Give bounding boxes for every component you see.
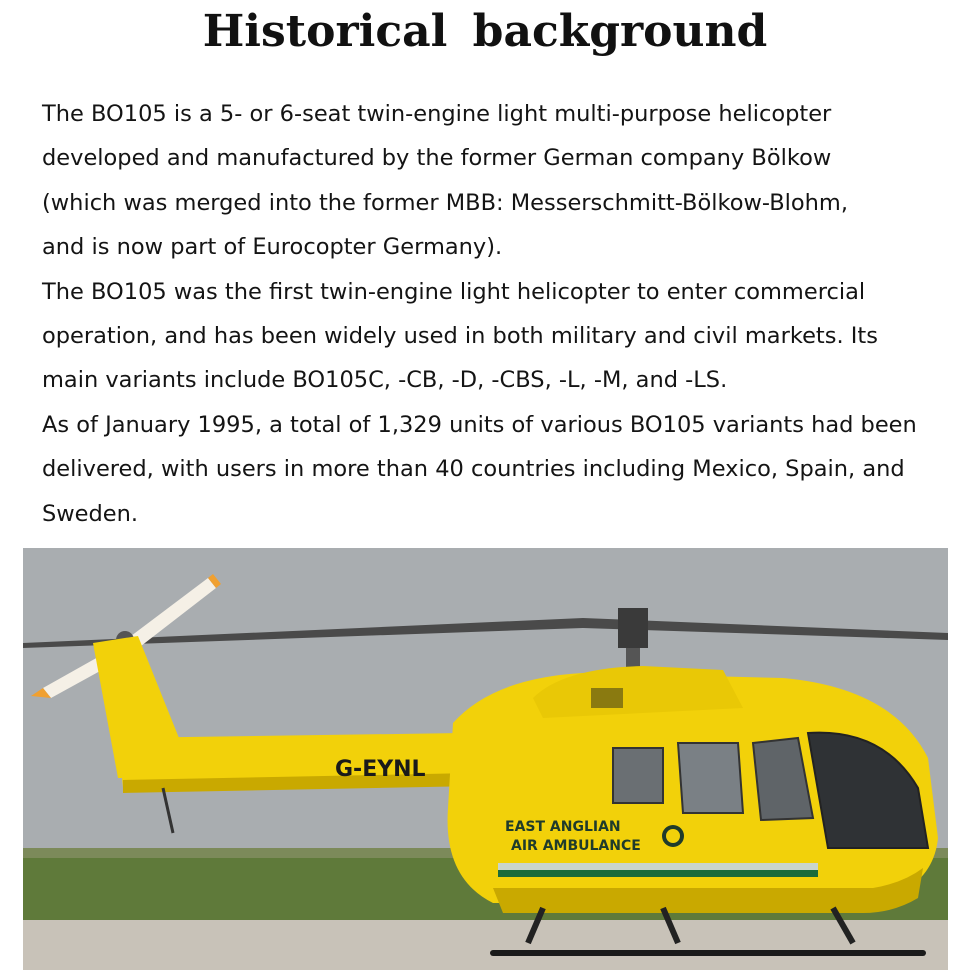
text-line: developed and manufactured by the former German company Bölkow (42, 145, 832, 172)
tarmac (23, 920, 948, 970)
text-line: The BO105 is a 5- or 6-seat twin-engine light multi-purpose helicopter (42, 101, 832, 127)
livery-text-line2: AIR AMBULANCE (511, 838, 641, 854)
text-line: The BO105 was the first twin-engine light helicopter to enter commercial (42, 278, 866, 305)
text-line: As of January 1995, a total of 1,329 units of various BO105 variants had been (42, 411, 917, 438)
text-line: and is now part of Eurocopter Germany). (42, 234, 503, 261)
rotor-hub (618, 608, 648, 648)
text-line: operation, and has been widely used in both military and civil markets. Its (42, 323, 878, 350)
text-line: delivered, with users in more than 40 countries including Mexico, Spain, and (42, 456, 905, 483)
text-line: (which was merged into the former MBB: Messerschmitt-Bölkow-Blohm, (42, 189, 848, 216)
page-title: Historical background (202, 6, 768, 57)
text-line: Sweden. (42, 500, 139, 527)
cabin-window (613, 748, 663, 803)
checker-band (498, 863, 818, 877)
registration-label: G-EYNL (335, 757, 426, 782)
door-window (678, 743, 743, 813)
livery-text-line1: EAST ANGLIAN (505, 819, 621, 835)
text-line: main variants include BO105C, -CB, -D, -CBS, -L, -M, and -LS. (42, 367, 728, 394)
helicopter-photo (23, 548, 948, 970)
body-text (42, 92, 947, 536)
